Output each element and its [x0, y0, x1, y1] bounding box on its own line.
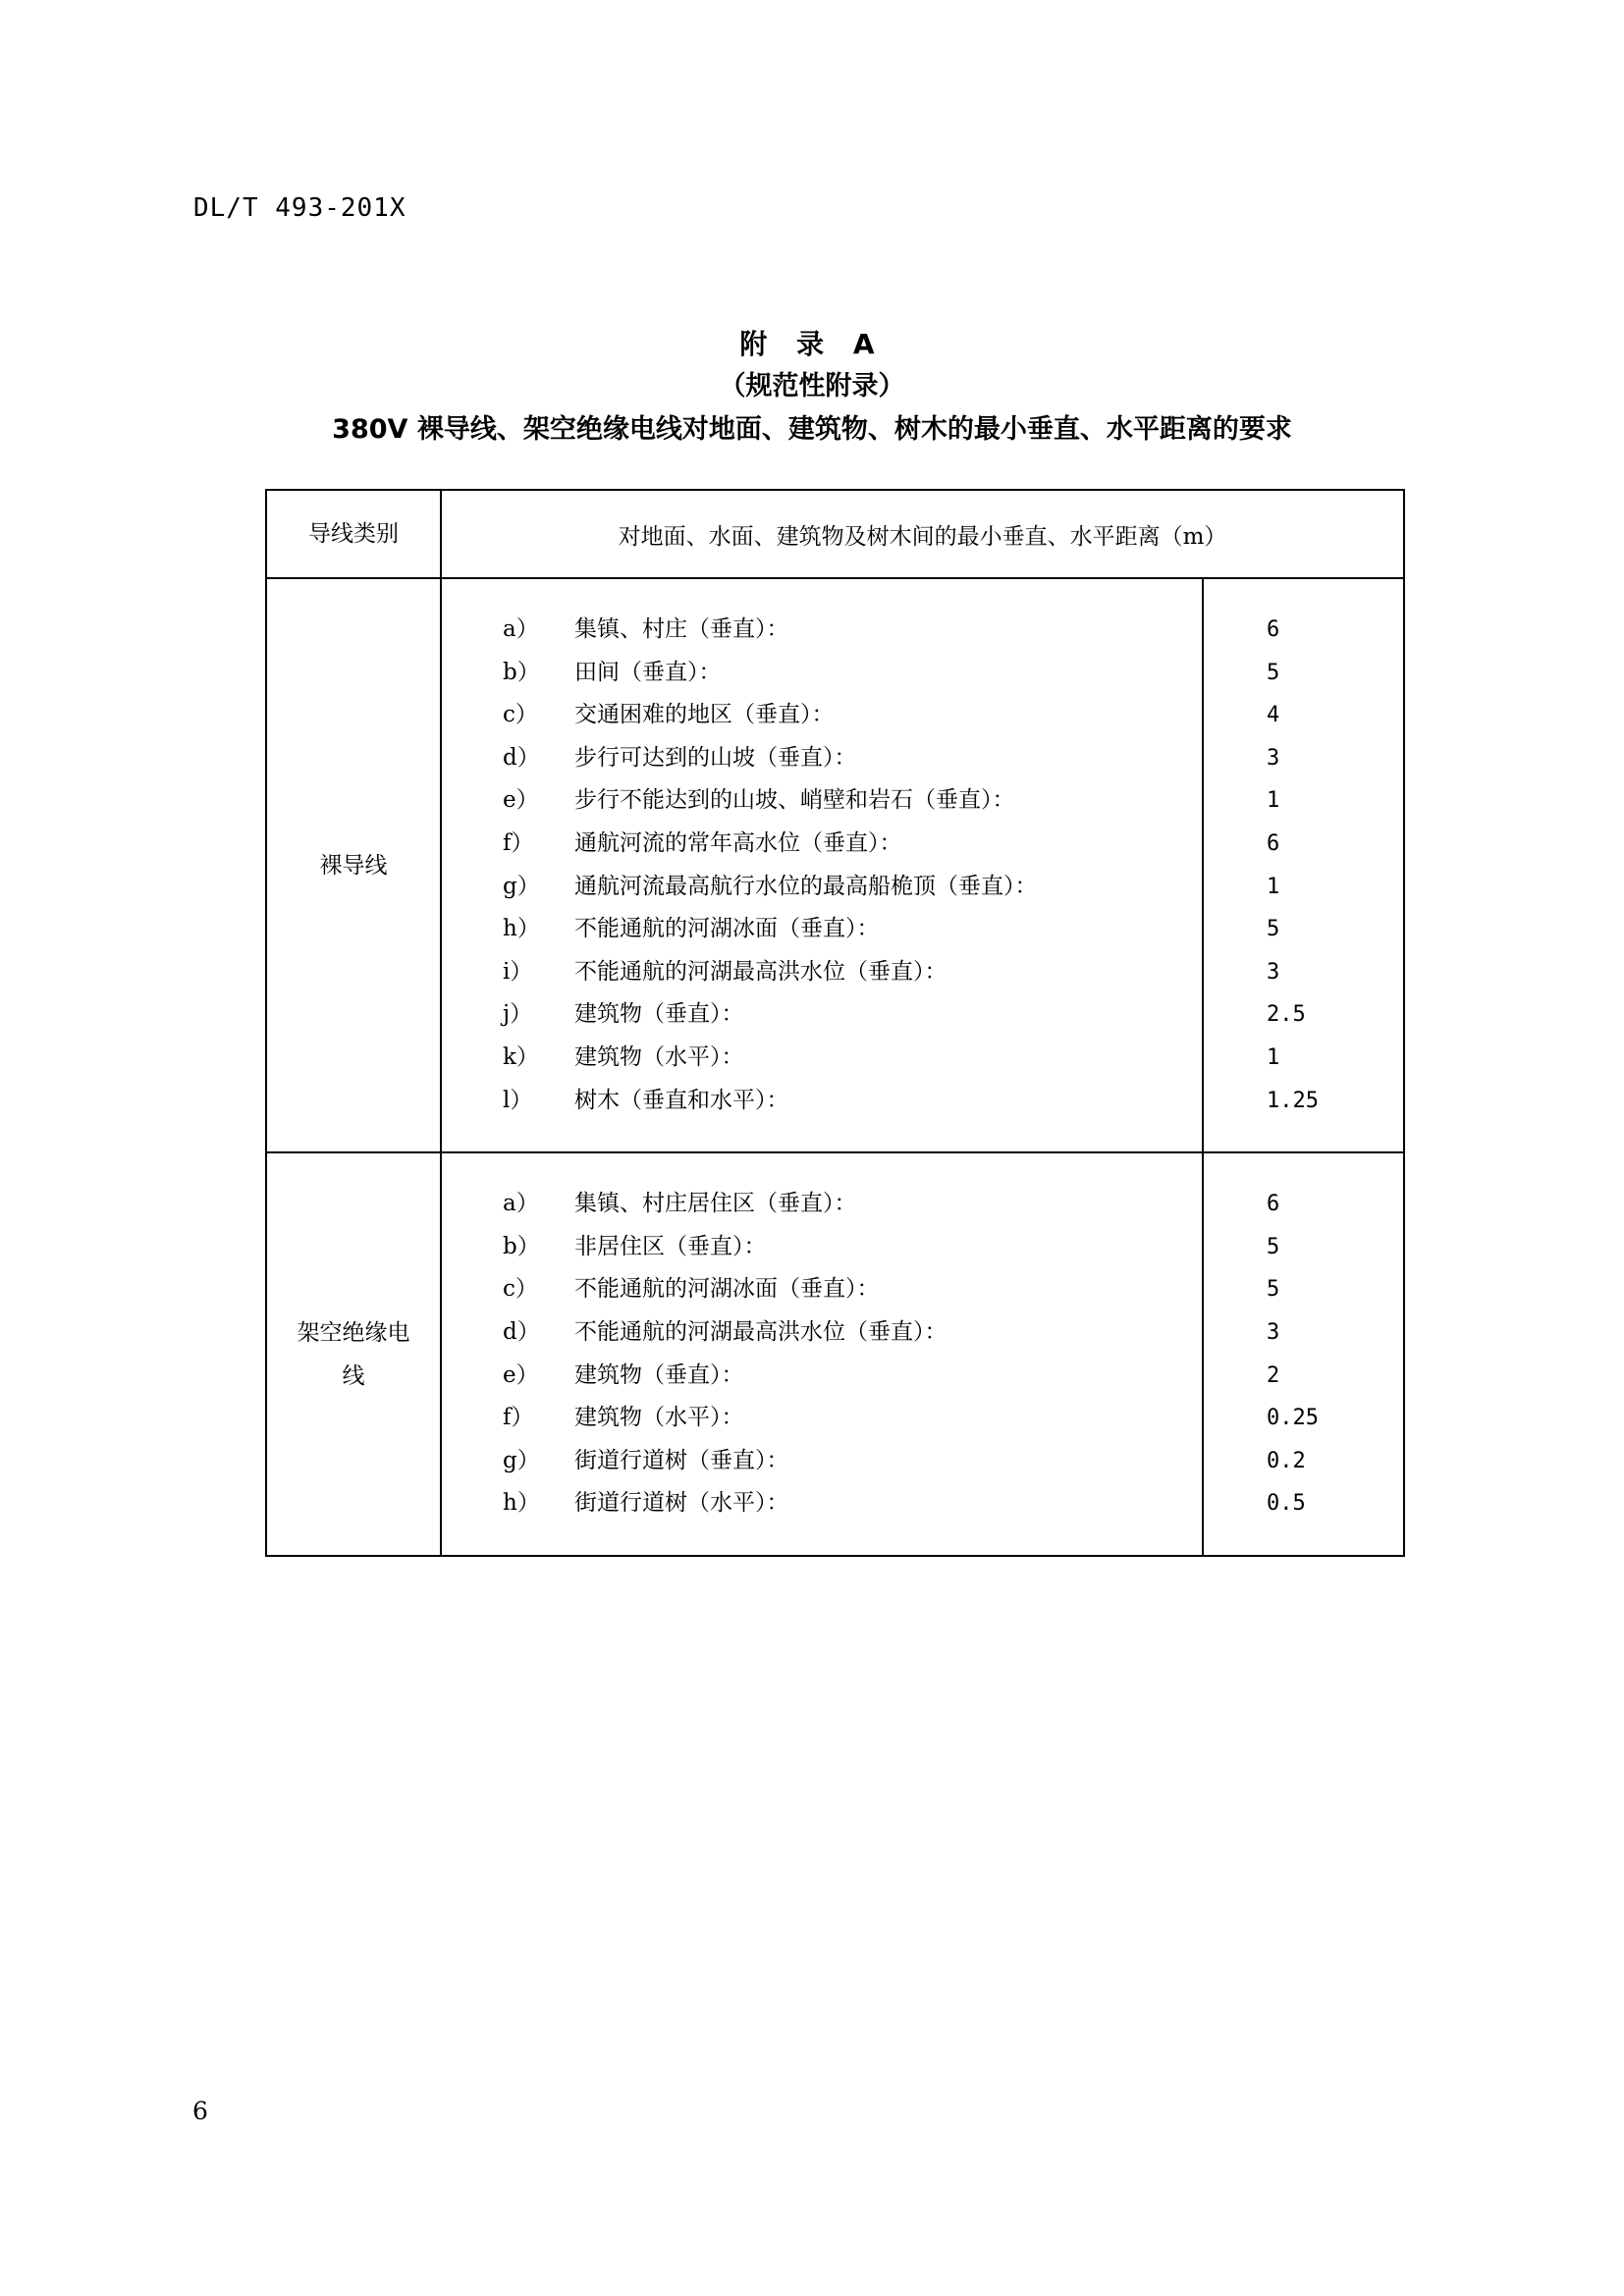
list-item: [442, 993, 1202, 1037]
list-item: [442, 694, 1202, 737]
item-value: 1: [1267, 1044, 1280, 1070]
item-text: 不能通航的河湖最高洪水位（垂直）：: [574, 958, 947, 985]
item-label: g）: [503, 1447, 540, 1473]
item-label: h）: [503, 916, 540, 942]
item-value: 3: [1267, 959, 1280, 985]
item-value: 5: [1267, 1277, 1280, 1303]
item-value: 6: [1267, 617, 1280, 642]
item-value: 5: [1267, 1234, 1280, 1259]
item-label: c）: [503, 1276, 538, 1303]
item-text: 通航河流最高航行水位的最高船桅顶（垂直）：: [574, 873, 1038, 899]
item-label: e）: [503, 787, 539, 814]
item-label: f）: [503, 829, 534, 856]
item-value: 2.5: [1267, 1002, 1306, 1028]
list-item: [442, 1080, 1202, 1123]
category-line-2: 线: [342, 1362, 365, 1389]
item-text: 建筑物（水平）：: [574, 1405, 744, 1431]
item-text: 树木（垂直和水平）：: [574, 1087, 789, 1113]
item-label: d）: [503, 744, 540, 771]
list-item: [442, 866, 1202, 909]
table-row-bare-conductor: [266, 578, 1404, 1152]
item-text: 通航河流的常年高水位（垂直）：: [574, 829, 902, 856]
item-value: 0.2: [1267, 1448, 1306, 1473]
item-label: d）: [503, 1318, 540, 1345]
item-value: 1: [1267, 788, 1280, 814]
list-item: [442, 1037, 1202, 1080]
item-text: 街道行道树（水平）：: [574, 1490, 789, 1517]
item-text: 集镇、村庄居住区（垂直）：: [574, 1191, 857, 1217]
list-item: [442, 1440, 1202, 1483]
item-text: 不能通航的河湖冰面（垂直）：: [574, 1276, 880, 1303]
item-text: 建筑物（水平）：: [574, 1043, 744, 1070]
item-label: a）: [503, 1191, 539, 1217]
item-value: 5: [1267, 917, 1280, 942]
item-label: j）: [503, 1001, 533, 1028]
item-value: 6: [1267, 1192, 1280, 1217]
values-bare-conductor: [1203, 578, 1404, 1152]
page-number: 6: [192, 2097, 208, 2125]
item-label: e）: [503, 1362, 539, 1388]
item-text: 不能通航的河湖最高洪水位（垂直）：: [574, 1318, 947, 1345]
list-item: [442, 652, 1202, 695]
category-insulated-conductor: [266, 1152, 441, 1556]
appendix-title: 380V 裸导线、架空绝缘电线对地面、建筑物、树木的最小垂直、水平距离的要求: [332, 414, 1292, 445]
item-value: 1.25: [1267, 1088, 1319, 1113]
item-value: 6: [1267, 830, 1280, 856]
item-value: 2: [1267, 1362, 1280, 1388]
item-label: a）: [503, 616, 539, 642]
table-row-insulated-conductor: [266, 1152, 1404, 1556]
item-label: f）: [503, 1405, 534, 1431]
item-label: b）: [503, 659, 540, 685]
item-text: 步行可达到的山坡（垂直）：: [574, 744, 857, 771]
item-value: 3: [1267, 745, 1280, 771]
document-code: DL/T 493-201X: [193, 193, 406, 223]
item-label: h）: [503, 1490, 540, 1517]
items-insulated-conductor: [441, 1152, 1203, 1556]
item-label: l）: [503, 1087, 533, 1113]
list-item: [442, 737, 1202, 780]
item-text: 交通困难的地区（垂直）：: [574, 702, 835, 728]
values-insulated-conductor: [1203, 1152, 1404, 1556]
item-value: 0.5: [1267, 1491, 1306, 1517]
item-text: 不能通航的河湖冰面（垂直）：: [574, 916, 880, 942]
item-text: 建筑物（垂直）：: [574, 1001, 744, 1028]
item-label: b）: [503, 1233, 540, 1259]
items-bare-conductor: [441, 578, 1203, 1152]
item-text: 步行不能达到的山坡、峭壁和岩石（垂直）：: [574, 787, 1015, 814]
item-text: 非居住区（垂直）：: [574, 1233, 767, 1259]
item-text: 田间（垂直）：: [574, 659, 722, 685]
list-item: [442, 1183, 1202, 1226]
item-label: g）: [503, 873, 540, 899]
item-label: i）: [503, 958, 533, 985]
list-item: [442, 908, 1202, 951]
item-text: 集镇、村庄（垂直）：: [574, 616, 789, 642]
item-value: 3: [1267, 1319, 1280, 1345]
list-item: [442, 1311, 1202, 1355]
item-label: c）: [503, 702, 538, 728]
list-item: [442, 1482, 1202, 1525]
category-bare-conductor: 裸导线: [266, 578, 441, 1152]
col-header-conductor-type: 导线类别: [266, 490, 441, 578]
item-text: 建筑物（垂直）：: [574, 1362, 744, 1388]
distance-requirements-table: [265, 489, 1405, 1557]
list-item: [442, 1355, 1202, 1398]
col-header-min-distance: 对地面、水面、建筑物及树木间的最小垂直、水平距离（m）: [441, 490, 1404, 578]
item-text: 街道行道树（垂直）：: [574, 1447, 789, 1473]
item-value: 1: [1267, 874, 1280, 899]
item-value: 5: [1267, 660, 1280, 685]
item-value: 4: [1267, 703, 1280, 728]
item-value: 0.25: [1267, 1406, 1319, 1431]
list-item: [442, 1397, 1202, 1440]
list-item: [442, 1226, 1202, 1269]
list-item: [442, 779, 1202, 823]
item-label: k）: [503, 1043, 539, 1070]
list-item: [442, 951, 1202, 994]
list-item: [442, 1268, 1202, 1311]
appendix-type: （规范性附录）: [719, 371, 905, 401]
appendix-heading: [0, 324, 1624, 452]
list-item: [442, 823, 1202, 866]
table-header-row: [266, 490, 1404, 578]
category-line-1: 架空绝缘电: [297, 1319, 410, 1346]
appendix-label: 附 录 A: [739, 328, 885, 360]
list-item: [442, 609, 1202, 652]
